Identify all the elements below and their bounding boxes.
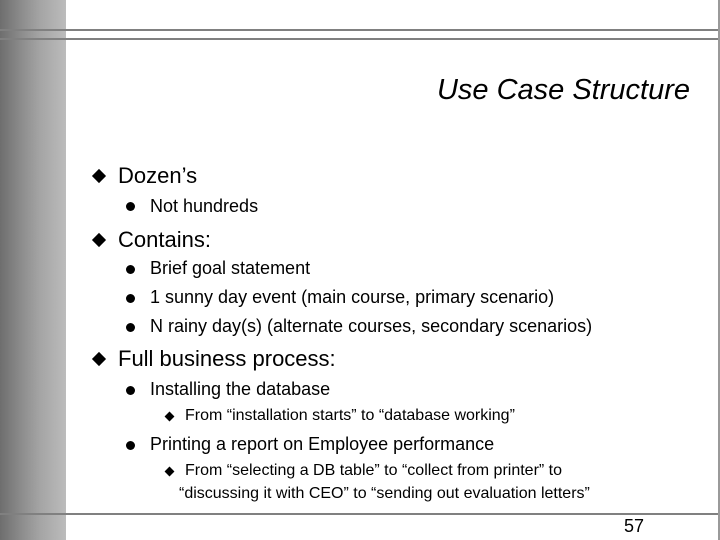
dot-bullet-icon [126, 323, 135, 332]
diamond-bullet-icon [92, 352, 106, 366]
sub-bullet-item: Not hundreds [150, 196, 259, 216]
sub-bullet-item: Brief goal statement [150, 258, 311, 278]
sub-bullet-item: 1 sunny day event (main course, primary scenario) [150, 287, 555, 307]
dot-bullet-icon [126, 386, 135, 395]
bullet-item: Full business process: [118, 346, 336, 371]
dot-bullet-icon [126, 441, 135, 450]
sub-bullet-item: N rainy day(s) (alternate courses, secondary scenarios) [150, 316, 593, 336]
small-diamond-bullet-icon [165, 412, 175, 422]
sub-sub-bullet-continuation: “discussing it with CEO” to “sending out evaluation letters” [179, 485, 590, 502]
sub-bullet-item: Installing the database [150, 379, 331, 399]
dot-bullet-icon [126, 294, 135, 303]
bullet-item: Contains: [118, 227, 211, 252]
sub-bullet-item: Printing a report on Employee performance [150, 434, 495, 454]
sub-sub-bullet-item: From “selecting a DB table” to “collect from printer” to [185, 462, 563, 479]
bullet-item: Dozen’s [118, 163, 198, 188]
diamond-bullet-icon [92, 233, 106, 247]
slide-title: Use Case Structure [436, 74, 690, 106]
diamond-bullet-icon [92, 169, 106, 183]
page-number: 57 [623, 516, 644, 536]
dot-bullet-icon [126, 265, 135, 274]
small-diamond-bullet-icon [165, 467, 175, 477]
dot-bullet-icon [126, 202, 135, 211]
sub-sub-bullet-item: From “installation starts” to “database working” [185, 407, 515, 424]
